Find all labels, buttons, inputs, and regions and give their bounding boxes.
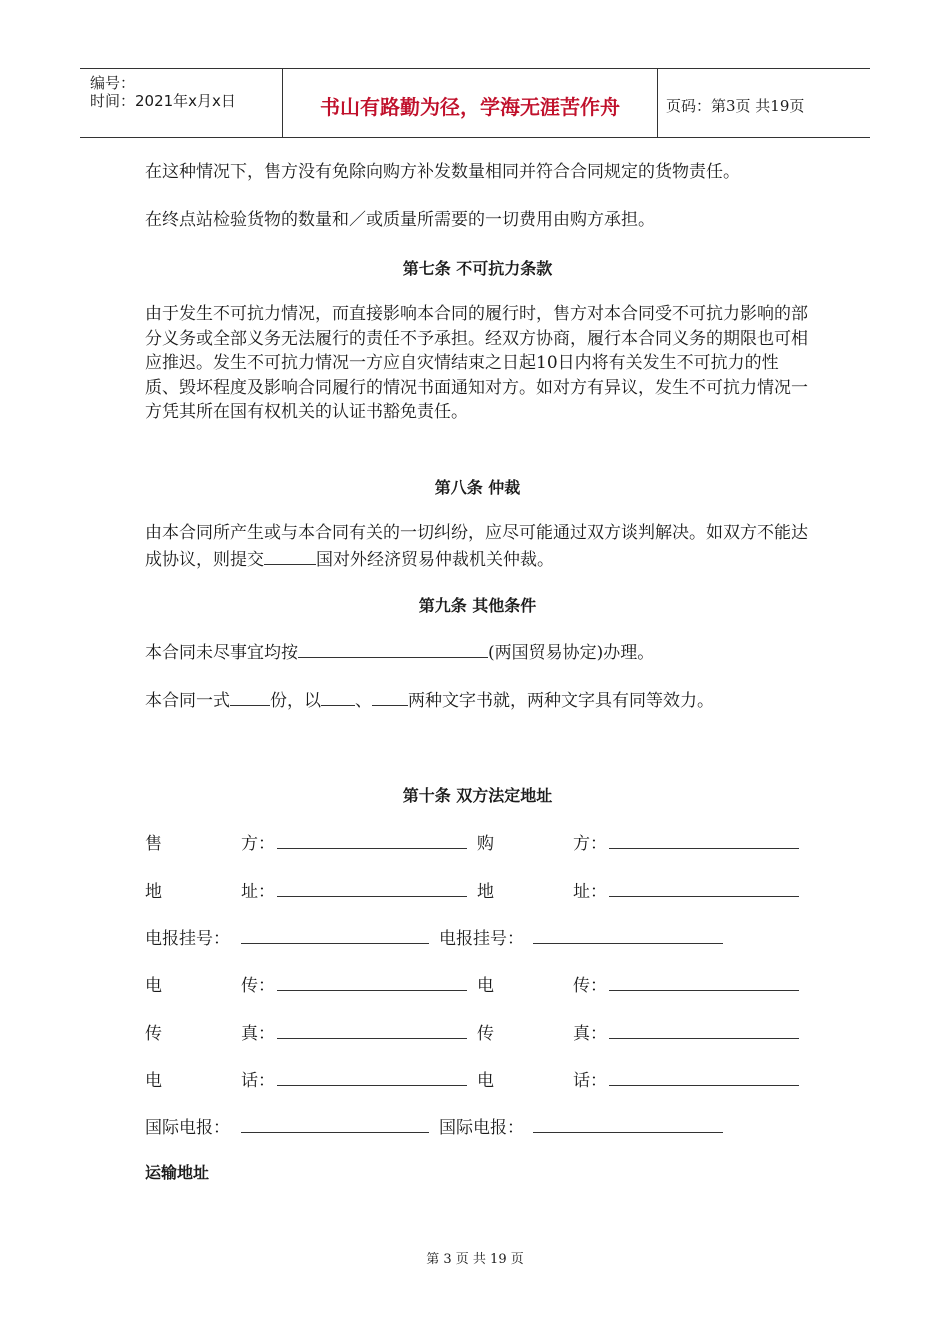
buyer-cable-label: 电报挂号：	[439, 929, 524, 949]
seller-address-label-a: 地	[145, 882, 162, 902]
header-page-cell	[658, 69, 870, 137]
seller-label-b: 方：	[241, 834, 275, 854]
buyer-address-label-b: 址：	[573, 882, 607, 902]
buyer-phone-field[interactable]	[609, 1085, 799, 1086]
form-row-intl-cable	[145, 1113, 810, 1137]
seller-cable-field[interactable]	[241, 943, 429, 944]
copies-text-2: 份，以	[270, 691, 321, 711]
seller-phone-label-a: 电	[145, 1071, 162, 1091]
buyer-telex-field[interactable]	[609, 990, 799, 991]
buyer-phone-label-a: 电	[477, 1071, 494, 1091]
buyer-address-label-a: 地	[477, 882, 494, 902]
form-row-address	[145, 877, 810, 901]
arbitration-country-blank[interactable]	[264, 546, 316, 565]
seller-telex-field[interactable]	[277, 990, 467, 991]
trade-agreement-blank[interactable]	[298, 639, 488, 658]
copies-text-3: 、	[355, 691, 372, 711]
buyer-cable-field[interactable]	[533, 943, 723, 944]
seller-phone-field[interactable]	[277, 1085, 467, 1086]
language-2-blank[interactable]	[372, 687, 408, 706]
seller-telex-label-b: 传：	[241, 976, 275, 996]
buyer-fax-field[interactable]	[609, 1038, 799, 1039]
copies-text-1: 本合同一式	[145, 691, 230, 711]
buyer-phone-label-b: 话：	[573, 1071, 607, 1091]
header-motto: 书山有路勤为径，学海无涯苦作舟	[320, 94, 620, 119]
seller-cable-label: 电报挂号：	[145, 929, 230, 949]
seller-phone-label-b: 话：	[241, 1071, 275, 1091]
buyer-label-b: 方：	[573, 834, 607, 854]
header-meta-cell	[80, 69, 283, 137]
buyer-name-field[interactable]	[609, 848, 799, 849]
document-date: 时间：2021年x月x日	[90, 92, 236, 110]
buyer-telex-label-b: 传：	[573, 976, 607, 996]
header-page-code: 页码：第3页 共19页	[666, 96, 805, 115]
buyer-address-field[interactable]	[609, 896, 799, 897]
paragraph-trade-agreement	[145, 639, 810, 666]
document-number-label: 编号：	[90, 74, 136, 92]
seller-address-label-b: 址：	[241, 882, 275, 902]
seller-intl-cable-label: 国际电报：	[145, 1118, 230, 1138]
form-row-party	[145, 829, 810, 853]
heading-article-8: 第八条 仲裁	[434, 478, 521, 497]
seller-address-field[interactable]	[277, 896, 467, 897]
buyer-fax-label-b: 真：	[573, 1024, 607, 1044]
paragraph-arbitration	[145, 521, 810, 572]
seller-telex-label-a: 电	[145, 976, 162, 996]
seller-fax-label-b: 真：	[241, 1024, 275, 1044]
seller-fax-label-a: 传	[145, 1024, 162, 1044]
heading-article-7: 第七条 不可抗力条款	[402, 259, 553, 278]
trade-agreement-text-start: 本合同未尽事宜均按	[145, 643, 298, 663]
header-motto-cell	[283, 69, 658, 137]
language-1-blank[interactable]	[321, 687, 355, 706]
paragraph-force-majeure: 由于发生不可抗力情况，而直接影响本合同的履行时，售方对本合同受不可抗力影响的部分义务或全部义务无法履行的责任不予承担。经双方协商，履行本合同义务的期限也可相应推迟。发生不可抗力情况一方应自灾情结束之日起10日内将有关发生不可抗力的性质、毁坏程度及影响合同履行的情况书面通知对方。如对方有异议，发生不可抗力情况一方凭其所在国有权机关的认证书豁免责任。	[145, 304, 808, 422]
heading-transport-address: 运输地址	[145, 1163, 210, 1182]
buyer-intl-cable-field[interactable]	[533, 1132, 723, 1133]
paragraph-copies-languages	[145, 687, 810, 714]
copies-text-4: 两种文字书就，两种文字具有同等效力。	[408, 691, 714, 711]
arbitration-text-end: 国对外经济贸易仲裁机关仲裁。	[316, 549, 554, 570]
form-row-telex	[145, 971, 810, 995]
copies-count-blank[interactable]	[230, 687, 270, 706]
form-row-cable	[145, 924, 810, 948]
buyer-telex-label-a: 电	[477, 976, 494, 996]
buyer-fax-label-a: 传	[477, 1024, 494, 1044]
page-footer: 第 3 页 共 19 页	[426, 1252, 524, 1267]
seller-label-a: 售	[145, 834, 162, 854]
form-row-phone	[145, 1066, 810, 1090]
seller-intl-cable-field[interactable]	[241, 1132, 429, 1133]
seller-name-field[interactable]	[277, 848, 467, 849]
heading-article-9: 第九条 其他条件	[418, 596, 537, 615]
form-row-fax	[145, 1019, 810, 1043]
buyer-label-a: 购	[477, 834, 494, 854]
paragraph-inspection-cost: 在终点站检验货物的数量和／或质量所需要的一切费用由购方承担。	[145, 210, 655, 230]
page-header	[80, 68, 870, 138]
seller-fax-field[interactable]	[277, 1038, 467, 1039]
arbitration-text-start: 由本合同所产生或与本合同有关的一切纠纷，应尽可能通过双方谈判解决。如双方不能达成协议，则提交	[145, 523, 808, 570]
buyer-intl-cable-label: 国际电报：	[439, 1118, 524, 1138]
trade-agreement-text-end: (两国贸易协定)办理。	[488, 643, 655, 663]
paragraph-replacement-liability: 在这种情况下，售方没有免除向购方补发数量相同并符合合同规定的货物责任。	[145, 162, 740, 182]
heading-article-10: 第十条 双方法定地址	[402, 786, 553, 805]
